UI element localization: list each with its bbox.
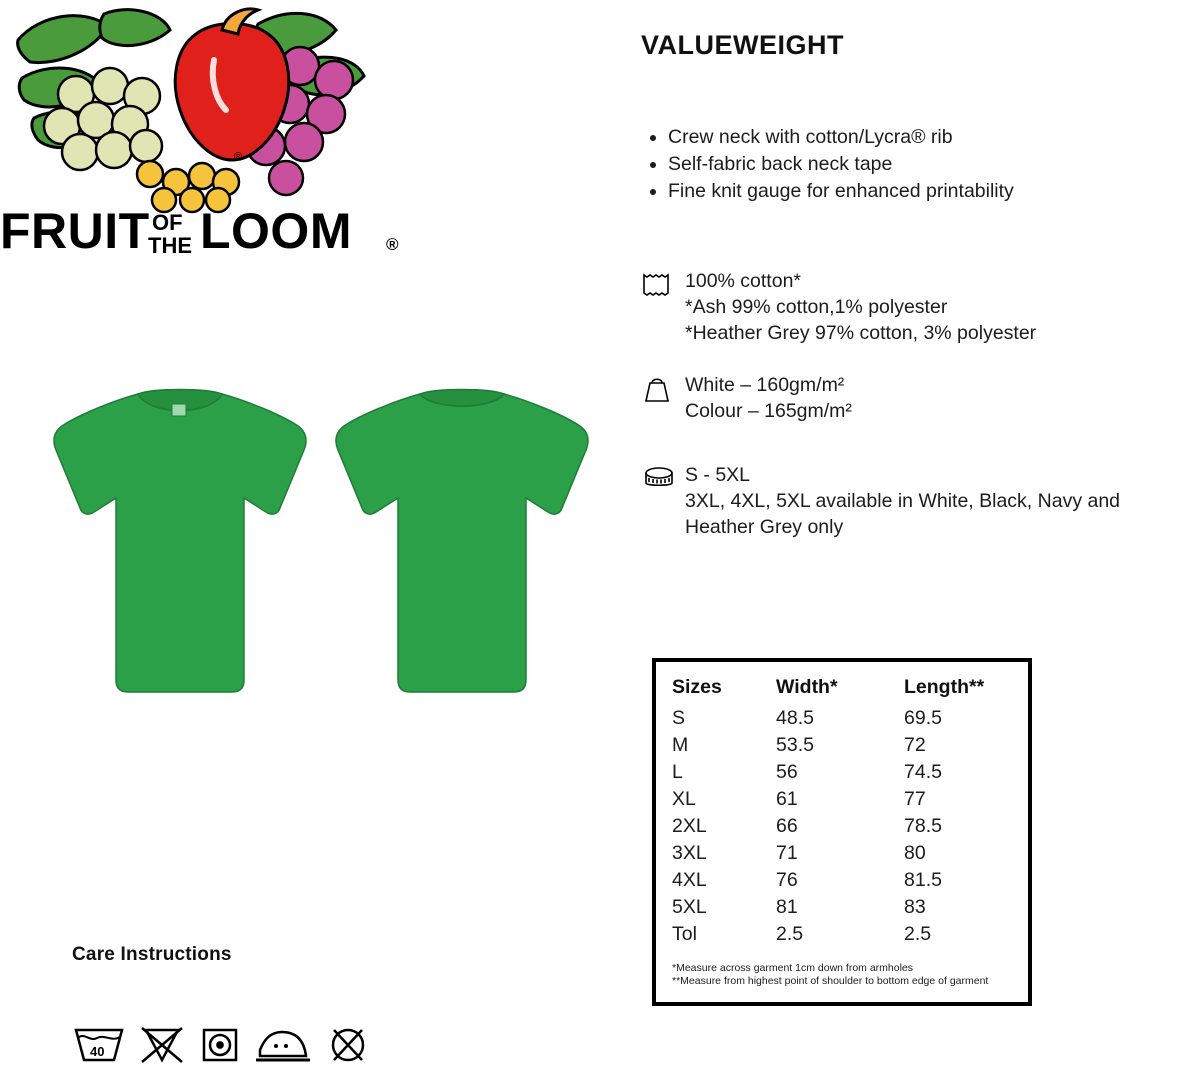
svg-text:®: ® [234, 151, 243, 163]
cell-length: 81.5 [904, 869, 942, 891]
cell-length: 2.5 [904, 923, 932, 945]
table-row [672, 732, 1020, 759]
table-row [672, 705, 1020, 732]
weight-icon [641, 372, 685, 409]
spec-composition-text [685, 268, 1036, 346]
wordmark-registered: ® [386, 235, 399, 254]
brand-wordmark [0, 196, 420, 266]
cell-size: 4XL [672, 869, 707, 891]
column-header-sizes: Sizes [672, 676, 722, 698]
cell-length: 83 [904, 896, 926, 918]
spec-weight-text [685, 372, 852, 424]
cell-width: 71 [776, 842, 798, 864]
spec-sizes-text [685, 462, 1120, 540]
cell-width: 66 [776, 815, 798, 837]
cell-width: 53.5 [776, 734, 814, 756]
cell-size: M [672, 734, 689, 756]
page-title: VALUEWEIGHT [641, 30, 844, 60]
weight-line-2: Colour – 165gm/m² [685, 400, 852, 422]
composition-line-1: 100% cotton* [685, 270, 802, 292]
cell-width: 48.5 [776, 707, 814, 729]
cell-size: 2XL [672, 815, 707, 837]
sizes-line-2: 3XL, 4XL, 5XL available in White, Black, Navy and [685, 490, 1121, 512]
cell-length: 74.5 [904, 761, 942, 783]
tshirt-back-green [336, 390, 588, 693]
cell-width: 56 [776, 761, 798, 783]
table-row [672, 867, 1020, 894]
wordmark-loom: LOOM [200, 203, 352, 259]
tape-measure-icon [641, 462, 685, 499]
table-row [672, 813, 1020, 840]
list-item: Self-fabric back neck tape [641, 151, 1181, 178]
spec-sizes [641, 462, 1200, 540]
wordmark-the: THE [148, 233, 192, 258]
sizes-line-1: S - 5XL [685, 464, 751, 486]
size-chart [652, 658, 1032, 1006]
cell-size: 3XL [672, 842, 707, 864]
cell-width: 76 [776, 869, 798, 891]
column-header-width: Width* [776, 676, 838, 698]
table-row [672, 894, 1020, 921]
cell-size: 5XL [672, 896, 707, 918]
care-instructions-title: Care Instructions [72, 944, 232, 965]
table-header-row [672, 676, 1020, 705]
cell-width: 61 [776, 788, 798, 810]
list-item: Fine knit gauge for enhanced printability [641, 178, 1181, 205]
care-symbols [70, 1020, 390, 1066]
cell-length: 78.5 [904, 815, 942, 837]
tumble-dry-low-icon [204, 1030, 236, 1060]
composition-line-2: *Ash 99% cotton,1% polyester [685, 296, 948, 318]
cell-size: XL [672, 788, 696, 810]
column-header-length: Length** [904, 676, 985, 698]
list-item: Crew neck with cotton/Lycra® rib [641, 124, 1181, 151]
do-not-bleach-icon [142, 1028, 182, 1062]
table-row [672, 921, 1020, 948]
feature-list [641, 124, 1181, 205]
cell-size: L [672, 761, 683, 783]
spec-weight [641, 372, 1186, 424]
wordmark-of: OF [152, 210, 183, 235]
footnote-width: *Measure across garment 1cm down from armholes [672, 962, 914, 974]
cell-length: 69.5 [904, 707, 942, 729]
wash-temp-label: 40 [90, 1044, 105, 1059]
cell-width: 2.5 [776, 923, 804, 945]
cell-width: 81 [776, 896, 798, 918]
table-footnotes [672, 962, 988, 988]
do-not-dry-clean-icon [333, 1030, 363, 1060]
size-chart-table [672, 676, 1020, 948]
tshirt-front-green [54, 390, 306, 693]
fabric-swatch-icon [641, 268, 685, 305]
table-row [672, 786, 1020, 813]
cell-length: 72 [904, 734, 926, 756]
product-images [20, 380, 620, 720]
cell-length: 80 [904, 842, 926, 864]
sizes-line-3: Heather Grey only [685, 516, 844, 538]
footnote-length: **Measure from highest point of shoulder to bottom edge of garment [672, 975, 989, 987]
wordmark-fruit: FRUIT [0, 203, 150, 259]
table-row [672, 759, 1020, 786]
cell-size: S [672, 707, 686, 729]
cell-size: Tol [672, 923, 697, 945]
cell-length: 77 [904, 788, 926, 810]
weight-line-1: White – 160gm/m² [685, 374, 845, 396]
composition-line-3: *Heather Grey 97% cotton, 3% polyester [685, 322, 1037, 344]
iron-medium-icon [256, 1032, 310, 1060]
spec-composition [641, 268, 1186, 346]
table-row [672, 840, 1020, 867]
